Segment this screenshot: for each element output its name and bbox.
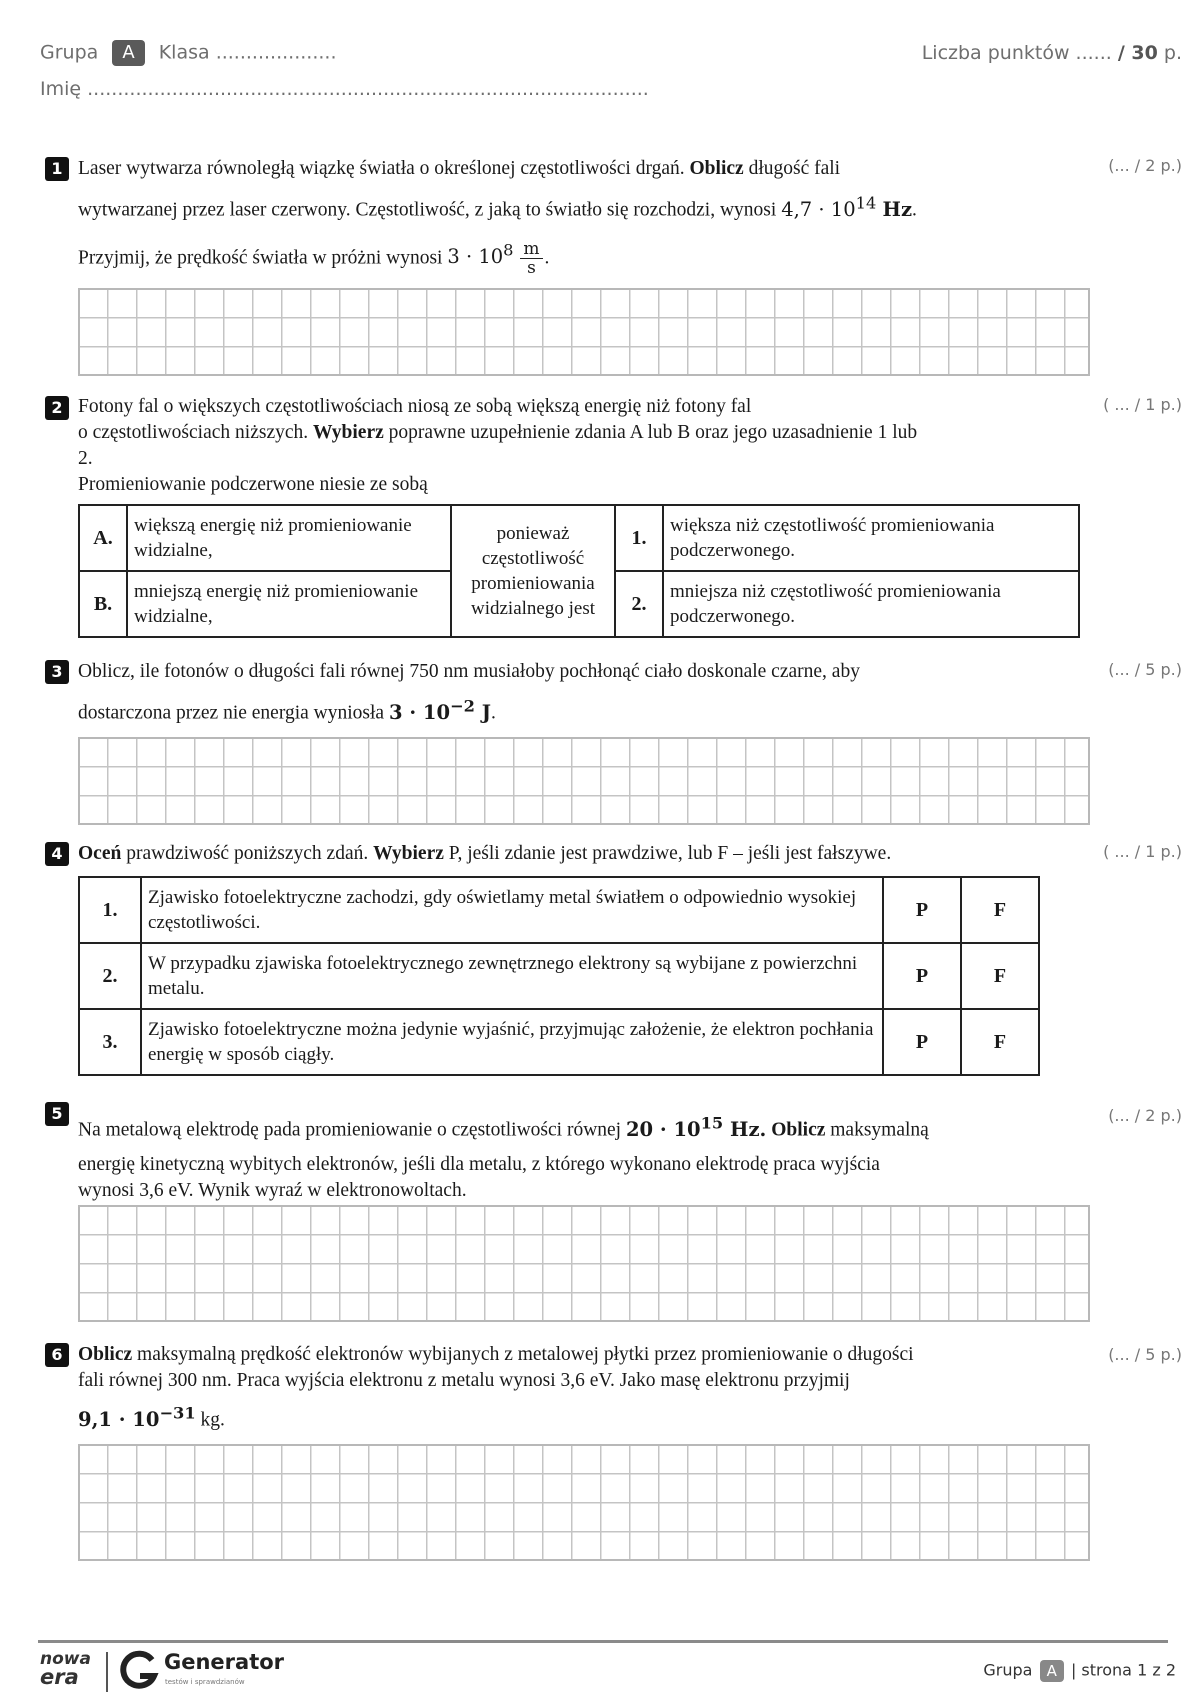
class-field[interactable]: .................... bbox=[215, 41, 337, 64]
option-b-label[interactable]: B. bbox=[79, 571, 127, 637]
group-label: Grupa bbox=[40, 41, 99, 64]
task-2-number: 2 bbox=[45, 396, 69, 420]
task-6-number: 6 bbox=[45, 1343, 69, 1367]
task-3-score: (... / 5 p.) bbox=[1108, 660, 1182, 679]
task-3-number: 3 bbox=[45, 660, 69, 684]
task-4-text: Oceń prawdziwość poniższych zdań. Wybierz P, jeśli zdanie jest prawdziwe, lub F – jeśli jest fałszywe. bbox=[78, 843, 892, 864]
nowa-era-logo: nowa era bbox=[40, 1649, 91, 1689]
false-option[interactable]: F bbox=[961, 877, 1039, 943]
task-4-score: ( ... / 1 p.) bbox=[1103, 842, 1182, 861]
points-summary bbox=[922, 42, 1182, 64]
header-left bbox=[40, 40, 336, 66]
table-row bbox=[79, 877, 1039, 943]
points-total: / 30 bbox=[1117, 42, 1158, 64]
statement-text: Zjawisko fotoelektryczne zachodzi, gdy oświetlamy metal światłem o odpowiednio wysokiej częstotliwości. bbox=[141, 877, 883, 943]
task-1-number: 1 bbox=[45, 157, 69, 181]
task-4-number: 4 bbox=[45, 842, 69, 866]
task-2-choice-table bbox=[78, 504, 1080, 638]
task-3-text: Oblicz, ile fotonów o długości fali równej 750 nm musiałoby pochłonąć ciało doskonale czarne, aby dostarczona przez nie energia wyniosła $3 \cdot 10^{-2}$ J. bbox=[78, 661, 860, 724]
option-2-text[interactable]: mniejsza niż częstotliwość promieniowania podczerwonego. bbox=[663, 571, 1079, 637]
points-unit: p. bbox=[1163, 42, 1182, 64]
name-label: Imię bbox=[40, 78, 82, 100]
option-a-text[interactable]: większą energię niż promieniowanie widzialne, bbox=[127, 505, 451, 571]
generator-g-icon bbox=[120, 1650, 160, 1692]
true-option[interactable]: P bbox=[883, 943, 961, 1009]
option-a-label[interactable]: A. bbox=[79, 505, 127, 571]
statement-text: W przypadku zjawiska fotoelektrycznego zewnętrznego elektrony są wybijane z powierzchni metalu. bbox=[141, 943, 883, 1009]
table-row bbox=[79, 943, 1039, 1009]
task-4-truefalse-table bbox=[78, 876, 1040, 1076]
reason-connector: ponieważ częstotliwość promieniowania widzialnego jest bbox=[451, 505, 615, 637]
task-5-number: 5 bbox=[45, 1102, 69, 1126]
class-label: Klasa bbox=[158, 41, 210, 64]
task-6-score: (... / 5 p.) bbox=[1108, 1345, 1182, 1364]
false-option[interactable]: F bbox=[961, 943, 1039, 1009]
option-1-text[interactable]: większa niż częstotliwość promieniowania podczerwonego. bbox=[663, 505, 1079, 571]
true-option[interactable]: P bbox=[883, 877, 961, 943]
statement-text: Zjawisko fotoelektryczne można jedynie wyjaśnić, przyjmując założenie, że elektron pochłania energię w sposób ciągły. bbox=[141, 1009, 883, 1075]
false-option[interactable]: F bbox=[961, 1009, 1039, 1075]
task-1-answer-grid[interactable] bbox=[78, 288, 1090, 376]
row-number: 3. bbox=[79, 1009, 141, 1075]
option-b-text[interactable]: mniejszą energię niż promieniowanie widzialne, bbox=[127, 571, 451, 637]
option-2-label[interactable]: 2. bbox=[615, 571, 663, 637]
task-3-answer-grid[interactable] bbox=[78, 737, 1090, 825]
unit-fraction: $\frac{m}{s}$ bbox=[520, 240, 542, 277]
points-field[interactable]: ...... bbox=[1075, 42, 1112, 64]
footer-divider bbox=[38, 1640, 1168, 1643]
name-field[interactable]: ............................................................................................. bbox=[87, 78, 649, 100]
table-row bbox=[79, 1009, 1039, 1075]
name-row bbox=[40, 78, 649, 100]
row-number: 1. bbox=[79, 877, 141, 943]
task-5-answer-grid[interactable] bbox=[78, 1205, 1090, 1322]
task-5-text: Na metalową elektrodę pada promieniowanie o częstotliwości równej $20 \cdot 10^{15}$ Hz. Oblicz maksymalną energię kinetyczną wybitych elektronów, jeśli dla metalu, z którego wykonano elektrodę praca wyjścia wynosi 3,6 eV. Wynik wyraź w elektronowoltach. bbox=[78, 1113, 929, 1201]
task-6-text: Oblicz maksymalną prędkość elektronów wybijanych z metalowej płytki przez promieniowanie o długości fali równej 300 nm. Praca wyjścia elektronu z metalu wynosi 3,6 eV. Jako masę elektronu przyjmij $9,1 \cdot 10^{-31}$ kg. bbox=[78, 1344, 914, 1431]
points-label: Liczba punktów bbox=[921, 42, 1070, 64]
row-number: 2. bbox=[79, 943, 141, 1009]
group-badge: A bbox=[112, 40, 144, 66]
task-1-text: Laser wytwarza równoległą wiązkę światła o określonej częstotliwości drgań. Oblicz długość fali wytwarzanej przez laser czerwony. Częstotliwość, z jaką to światło się rozchodzi, wynosi $4,7 \cdot 10^{14}$ Hz. Przyjmij, że prędkość światła w próżni wynosi $3 \cdot 10^8$ $\frac{m}{s}$ . bbox=[78, 158, 917, 279]
task-2-score: ( ... / 1 p.) bbox=[1103, 395, 1182, 414]
footer-page-info: Grupa A | strona 1 z 2 bbox=[983, 1660, 1176, 1680]
option-1-label[interactable]: 1. bbox=[615, 505, 663, 571]
logo-separator bbox=[106, 1652, 108, 1692]
true-option[interactable]: P bbox=[883, 1009, 961, 1075]
task-6-answer-grid[interactable] bbox=[78, 1444, 1090, 1561]
task-1-score: (... / 2 p.) bbox=[1108, 156, 1182, 175]
task-5-score: (... / 2 p.) bbox=[1108, 1106, 1182, 1125]
task-2-text: Fotony fal o większych częstotliwościach niosą ze sobą większą energię niż fotony fal o częstotliwościach niższych. Wybierz poprawne uzupełnienie zdania A lub B oraz jego uzasadnienie 1 lub 2. Promieniowanie podczerwone niesie ze sobą bbox=[78, 396, 918, 495]
